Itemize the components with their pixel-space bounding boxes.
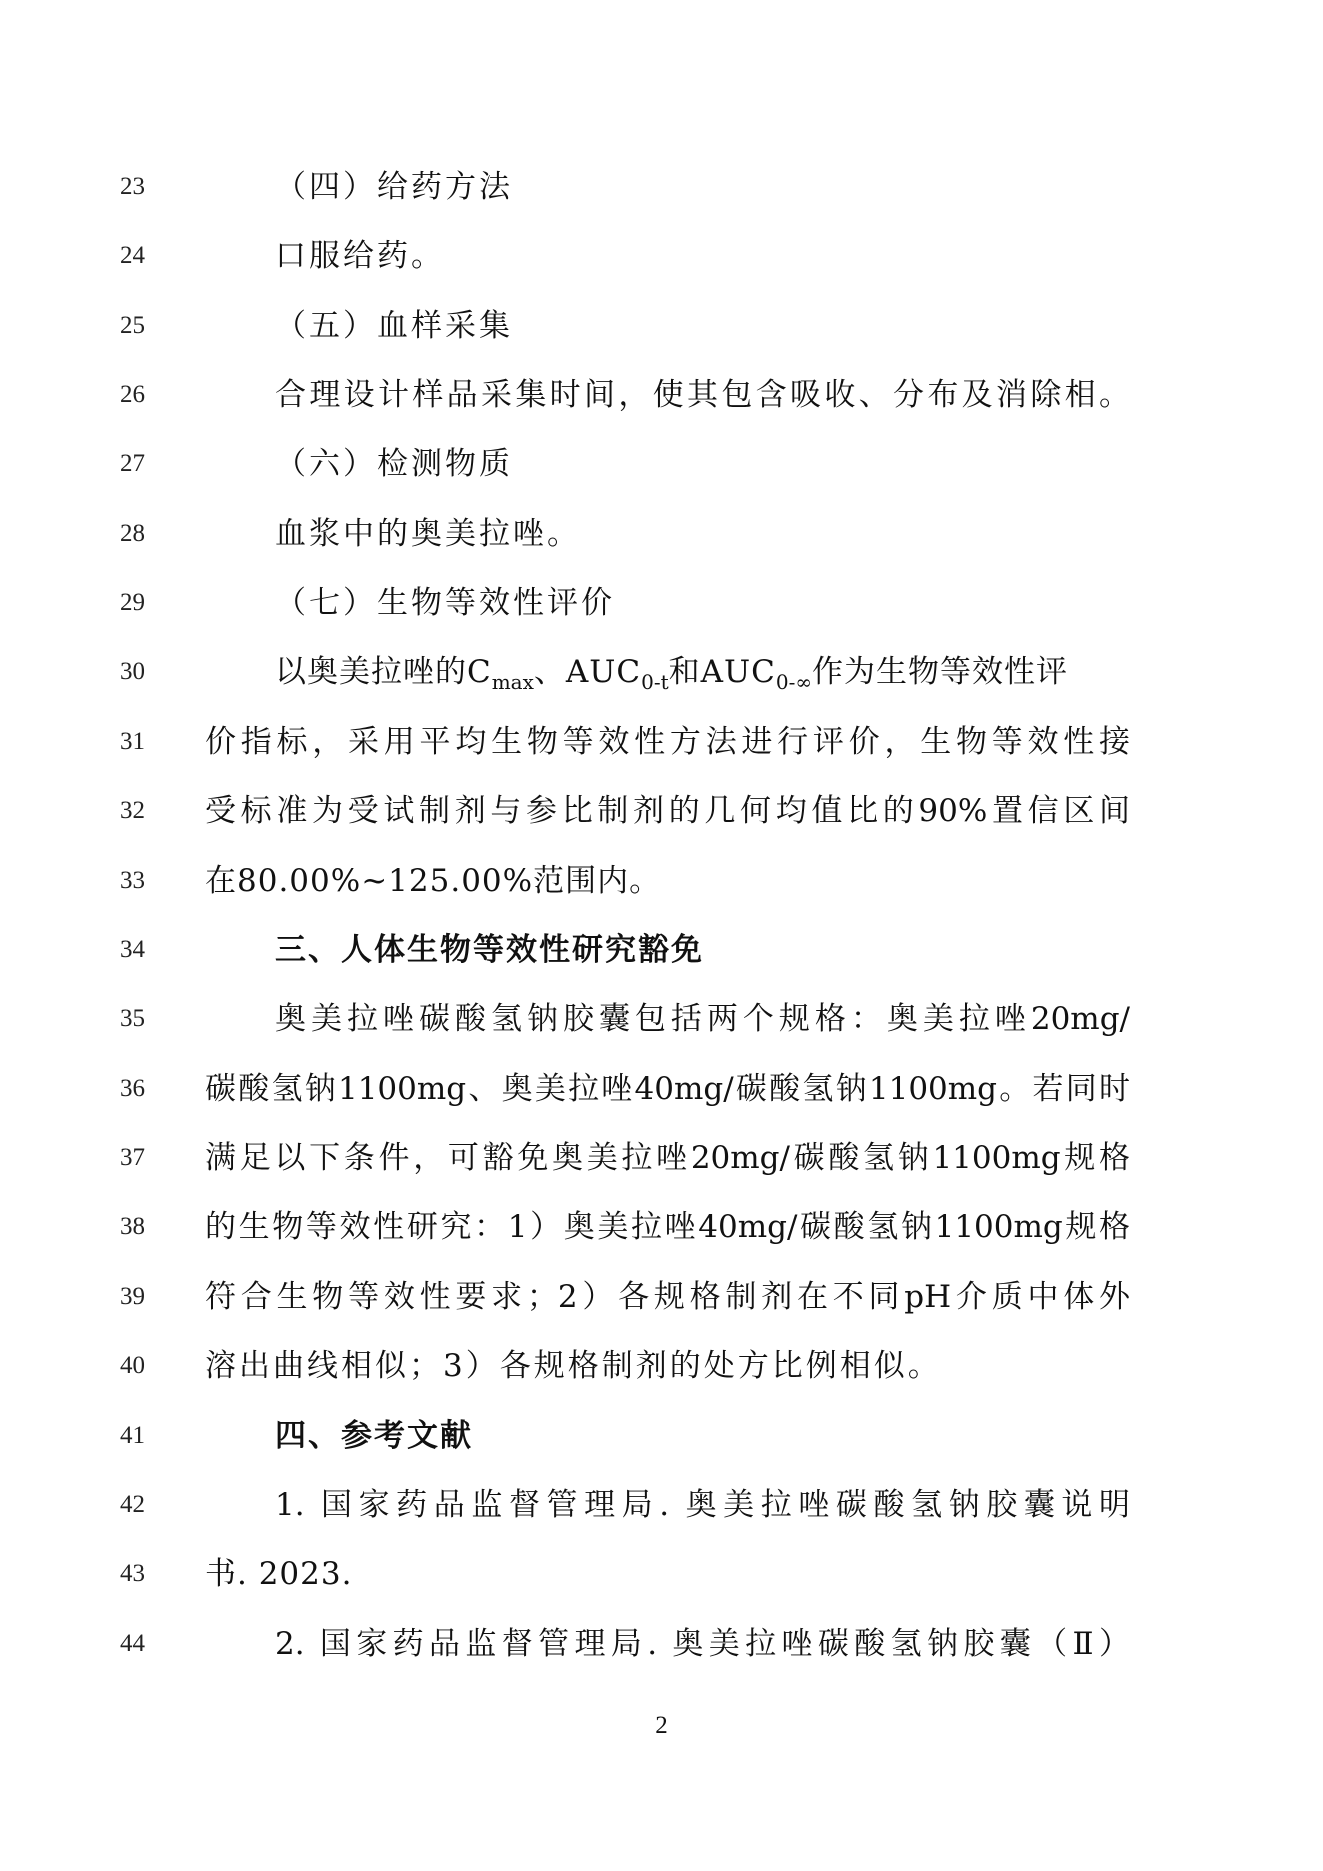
paragraph-text: 血浆中的奥美拉唑。: [275, 516, 581, 552]
page-number: 2: [655, 1712, 668, 1739]
subsection-heading-sampling: （五）血样采集: [275, 308, 513, 344]
line-number: 26: [120, 381, 145, 408]
text-run: 以奥美拉唑的C: [275, 654, 492, 690]
reference-item: 1. 国家药品监督管理局. 奥美拉唑碳酸氢钠胶囊说明: [275, 1487, 1130, 1523]
subsection-heading-dosing: （四）给药方法: [275, 169, 513, 205]
paragraph-text: 溶出曲线相似；3）各规格制剂的处方比例相似。: [205, 1348, 942, 1384]
line-number: 41: [120, 1422, 145, 1449]
line-number: 29: [120, 589, 145, 616]
line-number: 35: [120, 1005, 145, 1032]
line-number: 40: [120, 1352, 145, 1379]
text-run: 、AUC: [533, 654, 642, 690]
line-number: 27: [120, 450, 145, 477]
line-31: [0, 712, 1323, 772]
reference-item: 2. 国家药品监督管理局. 奥美拉唑碳酸氢钠胶囊（Ⅱ）: [275, 1626, 1130, 1662]
line-34: [0, 920, 1323, 980]
line-number: 34: [120, 936, 145, 963]
line-number: 23: [120, 173, 145, 200]
reference-item: 书. 2023.: [205, 1556, 353, 1592]
paragraph-text: 合理设计样品采集时间，使其包含吸收、分布及消除相。: [275, 377, 1130, 413]
line-40: [0, 1336, 1323, 1396]
line-number: 31: [120, 728, 145, 755]
line-number: 28: [120, 520, 145, 547]
paragraph-text: [275, 642, 1068, 712]
paragraph-text: 受标准为受试制剂与参比制剂的几何均值比的90%置信区间: [205, 793, 1130, 829]
subscript: max: [491, 670, 534, 695]
line-number: 30: [120, 658, 145, 685]
paragraph-text: 符合生物等效性要求；2）各规格制剂在不同pH介质中体外: [205, 1279, 1130, 1315]
line-43: [0, 1544, 1323, 1604]
paragraph-text: 碳酸氢钠1100mg、奥美拉唑40mg/碳酸氢钠1100mg。若同时: [205, 1071, 1130, 1107]
line-38: [0, 1197, 1323, 1257]
text-run: 和AUC: [668, 654, 776, 690]
line-28: [0, 504, 1323, 564]
line-number: 39: [120, 1283, 145, 1310]
line-30: [0, 642, 1323, 702]
paragraph-text: 的生物等效性研究：1）奥美拉唑40mg/碳酸氢钠1100mg规格: [205, 1209, 1130, 1245]
line-25: [0, 296, 1323, 356]
line-29: [0, 573, 1323, 633]
paragraph-text: 在80.00%~125.00%范围内。: [205, 863, 662, 899]
subscript: 0-t: [641, 670, 669, 695]
line-27: [0, 434, 1323, 494]
paragraph-text: 奥美拉唑碳酸氢钠胶囊包括两个规格：奥美拉唑20mg/: [275, 1001, 1130, 1037]
line-37: [0, 1128, 1323, 1188]
line-26: [0, 365, 1323, 425]
subsection-heading-analyte: （六）检测物质: [275, 446, 513, 482]
paragraph-text: 满足以下条件，可豁免奥美拉唑20mg/碳酸氢钠1100mg规格: [205, 1140, 1130, 1176]
line-44: [0, 1614, 1323, 1674]
line-number: 44: [120, 1630, 145, 1657]
line-number: 32: [120, 797, 145, 824]
line-number: 37: [120, 1144, 145, 1171]
line-number: 25: [120, 312, 145, 339]
line-35: [0, 989, 1323, 1049]
line-36: [0, 1059, 1323, 1119]
line-41: [0, 1406, 1323, 1466]
subsection-heading-evaluation: （七）生物等效性评价: [275, 585, 615, 621]
subscript: 0-∞: [775, 670, 813, 695]
line-39: [0, 1267, 1323, 1327]
line-number: 38: [120, 1213, 145, 1240]
section-heading-references: 四、参考文献: [275, 1418, 473, 1454]
line-number: 42: [120, 1491, 145, 1518]
line-number: 36: [120, 1075, 145, 1102]
line-32: [0, 781, 1323, 841]
line-number: 33: [120, 867, 145, 894]
line-33: [0, 851, 1323, 911]
line-24: [0, 226, 1323, 286]
line-number: 24: [120, 242, 145, 269]
section-heading-waiver: 三、人体生物等效性研究豁免: [275, 932, 704, 968]
paragraph-text: 价指标，采用平均生物等效性方法进行评价，生物等效性接: [205, 724, 1130, 760]
line-number: 43: [120, 1560, 145, 1587]
line-42: [0, 1475, 1323, 1535]
text-run: 作为生物等效性评: [812, 654, 1069, 690]
line-23: [0, 157, 1323, 217]
paragraph-text: 口服给药。: [275, 238, 445, 274]
